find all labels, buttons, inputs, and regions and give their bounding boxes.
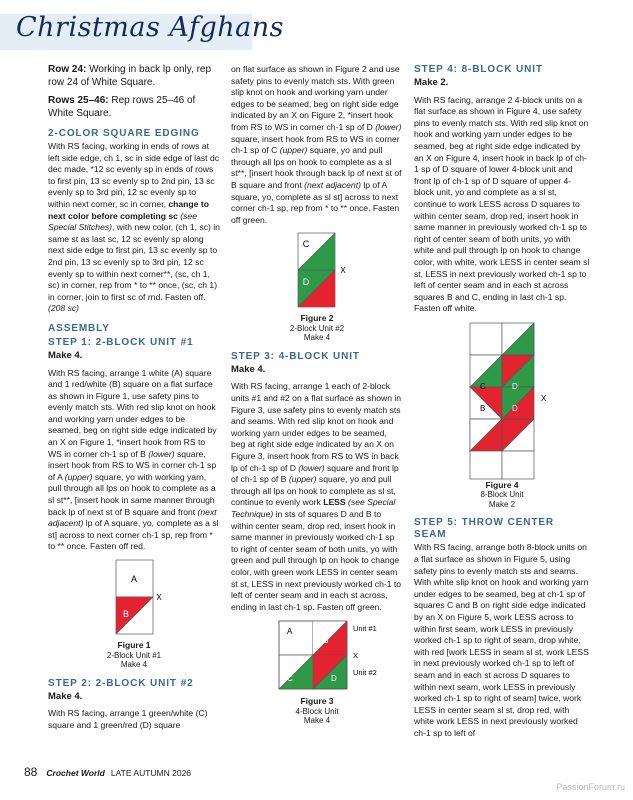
label-d: D [512,403,518,413]
section-heading-edging: 2-COLOR SQUARE EDGING [48,128,200,139]
make-count: Make 4. [48,690,83,702]
section-heading-step1: STEP 1: 2-BLOCK UNIT #1 [48,336,194,348]
step2-continued-paragraph: on flat surface as shown in Figure 2 and use safety pins to evenly match sts. With green slip knot on hook and working yarn under edges to be seamed, beg on right side edge indicated by an X on Figure 2, *insert hook from RS to WS in corner ch-1 sp of D (lower) square, insert hook from RS to WS in corner ch-1 sp of C (upper) square, yo and pull through all lps on hook to complete as a sl st**, [insert hook through back lp of next st of B square and front (next adjacent) lp of A square, yo, complete as sl st] across to next corner ch-1 sp, rep from * to ** once. Fasten off green. [231,64,402,225]
section-heading-step5: STEP 5: THROW CENTER SEAM [414,517,555,541]
edging-paragraph: With RS facing, working in ends of rows at left side edge, ch 1, sc in side edge of last dc dec made, *12 sc evenly sp in ends of rows to first pin, 13 sc evenly sp to 2nd pin, 13 sc evenly sp to 3rd pin, 12 sc evenly sp to within next corner, sc in corner, change to next color before completing sc (see Special Stitches), with new color, (ch 1, sc) in same st as last sc, 12 sc evenly sp along next side edge to first pin, 13 sc evenly sp to 2nd pin, 13 sc evenly sp to 3rd pin, 12 sc evenly sp to within next corner**, (sc, ch 1, sc) in corner, rep from * to ** once, (sc, ch 1) in corner, join to first sc of rnd. Fasten off. (208 sc) [48,141,220,314]
figure-2: C D X Figure 2 2-Block Unit #2 Make 4 [231,232,403,343]
page-title: Christmas Afghans [16,12,284,43]
seam-marker-x: X [353,651,359,661]
column-2 [231,64,403,732]
issue-label: LATE AUTUMN 2026 [110,768,192,778]
label-c: C [302,239,310,250]
label-d: D [512,381,518,391]
figure-3: A B C D Unit #1 X Unit #2 Figure 3 4-Block Unit Make 4 [231,619,403,726]
step1-paragraph: With RS facing, arrange 1 white (A) square and 1 red/white (B) square on a flat surface as shown in Figure 1, use safety pins to evenly match sts. With red slip knot on hook and working yarn under edges to be seamed, beg on right side edge indicated by an X on Figure 1, *insert hook from RS to WS in corner ch-1 sp of B (lower) square, insert hook from RS to WS in corner ch-1 sp of A (upper) square, yo with working yarn, pull through all lps on hook to complete as a sl st**, [insert hook in same manner through back lp of next st of B square and front (next adjacent) lp of A square, yo, complete as a sl st] across to next corner ch-1 sp, rep from * to ** once. Fasten off red. [48,367,219,552]
section-heading-step4: STEP 4: 8-BLOCK UNIT [414,64,543,75]
column-3 [414,64,590,745]
seam-marker-x: X [156,593,162,602]
section-heading-assembly: ASSEMBLY [48,322,110,334]
make-count: Make 4. [231,363,266,375]
label-b: B [480,403,486,413]
section-heading-step2: STEP 2: 2-BLOCK UNIT #2 [48,677,194,689]
magazine-name: Crochet World [46,768,105,778]
label-a: A [130,574,138,584]
label-d: D [302,277,310,288]
seam-marker-x: X [541,393,547,403]
label-b: B [122,609,130,619]
make-count: Make 4. [48,349,83,361]
row24-paragraph: Row 24: Working in back lp only, rep row 24 of White Square. [48,64,212,88]
page-number: 88 [24,765,38,779]
label-c: C [480,381,486,391]
section-heading-step3: STEP 3: 4-BLOCK UNIT [231,350,360,362]
column-1 [48,64,220,737]
step3-paragraph: With RS facing, arrange 1 each of 2-block units #1 and #2 on a flat surface as shown in Figure 3, use safety pins to evenly match sts and seams. With red slip knot on hook and working yarn under edges to be seamed, beg at right side edge indicated by an X on Figure 3, insert hook from RS to WS in back lp of ch-1 sp of D (lower) square and front lp of ch-1 sp of B (upper) square, yo and pull through all lps on hook to complete as sl st, continue to evenly work LESS (see Special Technique) in sts of squares D and B to within center seam, drop red, insert hook in same manner in previously worked ch-1 sp to right of center seam of both units, yo with green and pull through lp on hook to change color, with green work LESS in center seam st st, LESS in next previously worked ch-1 to left of center seam and in each st across, ending in last ch-1 sp. Fasten off green. [231,381,402,612]
label-d: D [331,674,337,684]
page-footer [24,765,191,779]
rows25-paragraph: Rows 25–46: Rep rows 25–46 of White Square. [48,95,196,119]
figure-3-title: Figure 3 [300,696,334,707]
watermark: PassionForum.ru [556,782,625,792]
label-c: C [287,674,293,684]
unit-1-label: Unit #1 [353,624,377,634]
figure-2-title: Figure 2 [300,313,334,324]
unit-2-label: Unit #2 [353,668,377,678]
step4-paragraph: With RS facing, arrange 2 4-block units on a flat surface as shown in Figure 4, use safety pins to evenly match sts. With red slip knot on hook and working yarn under edges to be seamed, beg at right side edge indicated by an X on Figure 4, insert hook in back lp of ch-1 sp of D square of lower 4-block unit and front lp of ch-1 sp of D square of upper 4-block unit, yo and complete as a sl st, continue to work LESS across D squares to within center seam, drop red, insert hook in same manner in previously worked ch-1 sp to right of center seam of both units, yo with white and pull through lp on hook to change color, with white, work LESS in center seam sl st, LESS in next previously worked ch-1 sp to left of center seam and in each st across squares B and C, ending in last ch-1 sp. Fasten off white. [414,94,590,314]
step5-paragraph: With RS facing, arrange both 8-block units on a flat surface as shown in Figure 5, using safety pins to evenly match sts and seams. With white slip knot on hook and working yarn under edges to be seamed, beg at ch-1 sp of squares C and B on right side edge indicated by an X on Figure 5, work LESS across to within first seam, work LESS in previously worked ch-1 sp to right of seam, drop white, with red [work LESS in seam sl st, work LESS in next previously worked ch-1 sp to left of seam and in each st across D squares to within next seam, work LESS in previously worked ch-1 sp to right of seam] twice, work LESS in center seam sl st, drop red, with white work LESS in next previously worked ch-1 sp to left of [414,542,589,738]
label-a: A [287,627,293,637]
figure-1-title: Figure 1 [117,640,151,650]
label-b: B [323,636,329,646]
make-count: Make 2. [414,77,449,88]
figure-4: C D B D X Figure 4 8-Block Unit Make 2 [414,321,590,510]
figure-1: A B X Figure 1 2-Block Unit #1 Make 4 [48,559,220,670]
seam-marker-x: X [340,266,346,276]
step2-paragraph: With RS facing, arrange 1 green/white (C) square and 1 green/red (D) square [48,708,208,730]
figure-4-title: Figure 4 [485,479,519,490]
